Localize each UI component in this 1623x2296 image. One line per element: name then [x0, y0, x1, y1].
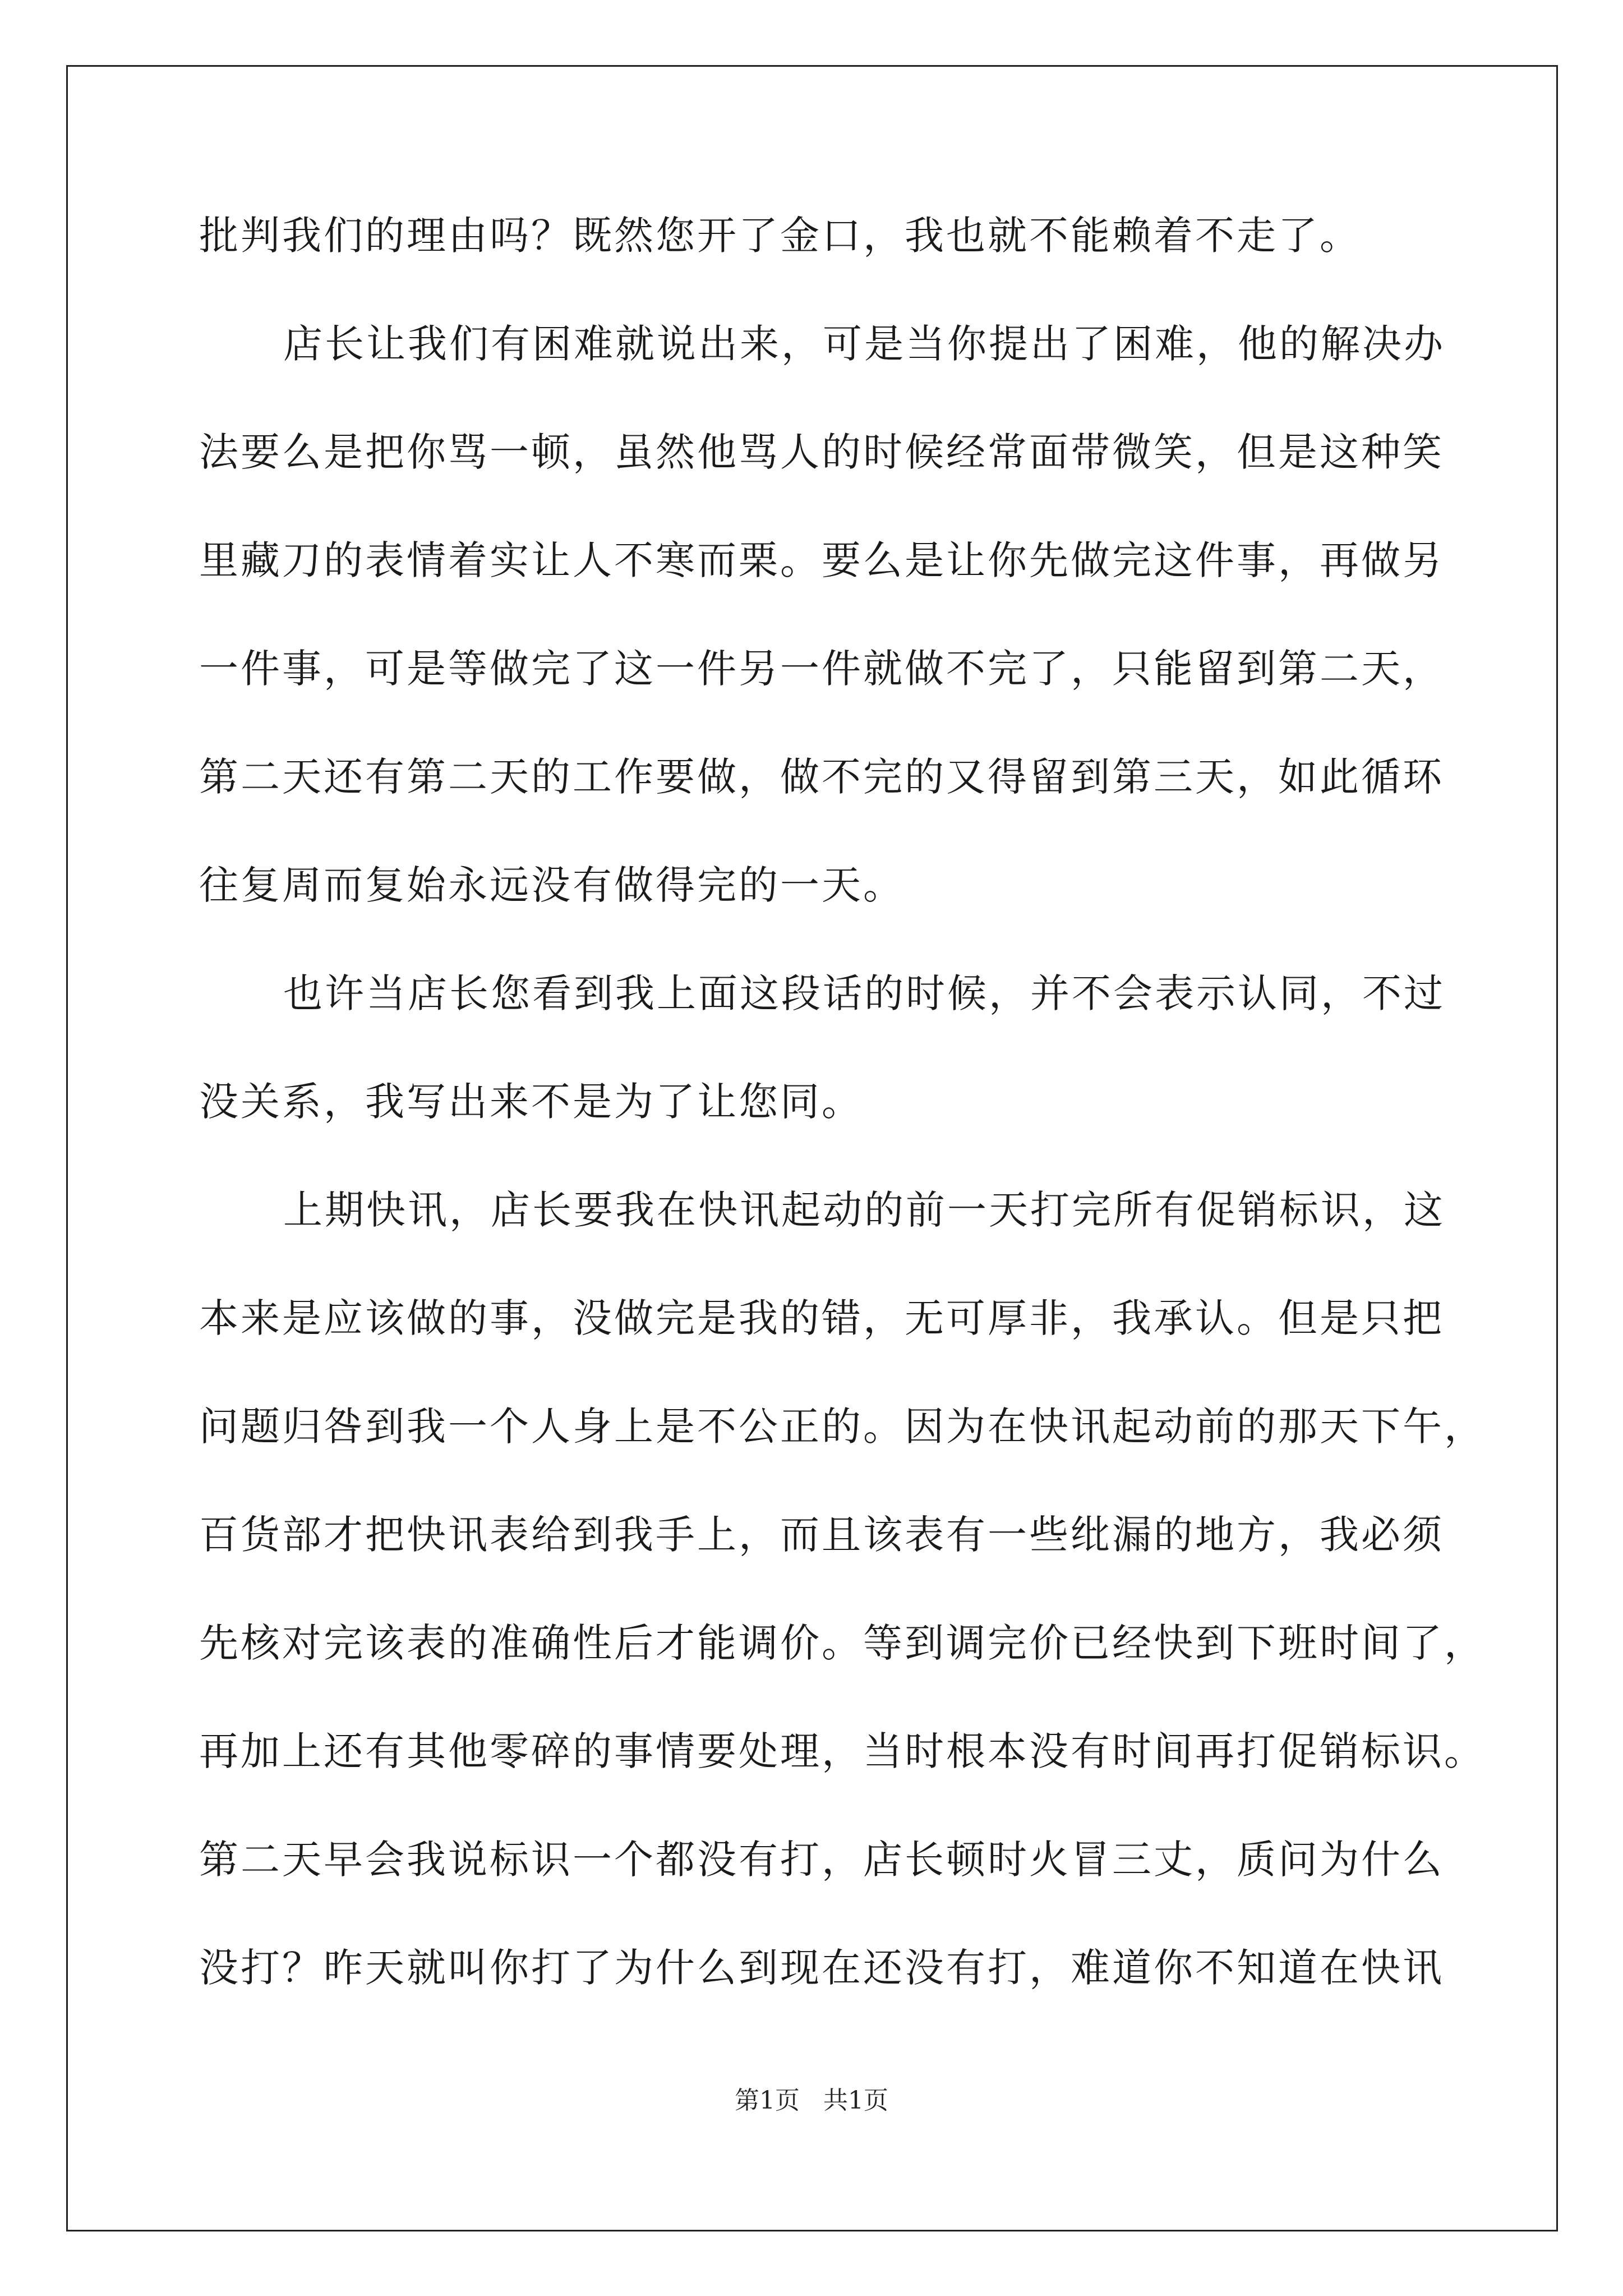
- text-line-3: 法要么是把你骂一顿，虽然他骂人的时候经常面带微笑，但是这种笑: [199, 429, 1444, 475]
- text-line-13: 百货部才把快讯表给到我手上，而且该表有一些纰漏的地方，我必须: [199, 1512, 1444, 1558]
- text-line-1: 批判我们的理由吗？既然您开了金口，我也就不能赖着不走了。: [199, 213, 1361, 259]
- text-line-8: 也许当店长您看到我上面这段话的时候，并不会表示认同，不过: [283, 970, 1445, 1016]
- text-line-12: 问题归咎到我一个人身上是不公正的。因为在快讯起动前的那天下午，: [199, 1404, 1486, 1450]
- text-line-6: 第二天还有第二天的工作要做，做不完的又得留到第三天，如此循环: [199, 754, 1444, 800]
- text-line-5: 一件事，可是等做完了这一件另一件就做不完了，只能留到第二天，: [199, 646, 1444, 692]
- page-footer: [0, 2084, 1623, 2118]
- page-total: 共1页: [823, 2086, 888, 2115]
- text-line-11: 本来是应该做的事，没做完是我的错，无可厚非，我承认。但是只把: [199, 1295, 1444, 1341]
- page-number: 第1页: [735, 2086, 800, 2115]
- text-line-9: 没关系，我写出来不是为了让您同。: [199, 1079, 863, 1125]
- text-line-10: 上期快讯，店长要我在快讯起动的前一天打完所有促销标识，这: [283, 1187, 1445, 1233]
- text-line-14: 先核对完该表的准确性后才能调价。等到调完价已经快到下班时间了，: [199, 1620, 1486, 1666]
- text-line-7: 往复周而复始永远没有做得完的一天。: [199, 862, 905, 908]
- text-line-15: 再加上还有其他零碎的事情要处理，当时根本没有时间再打促销标识。: [199, 1728, 1486, 1774]
- text-line-4: 里藏刀的表情着实让人不寒而栗。要么是让你先做完这件事，再做另: [199, 537, 1444, 583]
- text-line-2: 店长让我们有困难就说出来，可是当你提出了困难，他的解决办: [283, 321, 1445, 367]
- document-body: [199, 208, 1486, 2048]
- text-line-16: 第二天早会我说标识一个都没有打，店长顿时火冒三丈，质问为什么: [199, 1837, 1444, 1883]
- text-line-17: 没打？昨天就叫你打了为什么到现在还没有打，难道你不知道在快讯: [199, 1945, 1444, 1991]
